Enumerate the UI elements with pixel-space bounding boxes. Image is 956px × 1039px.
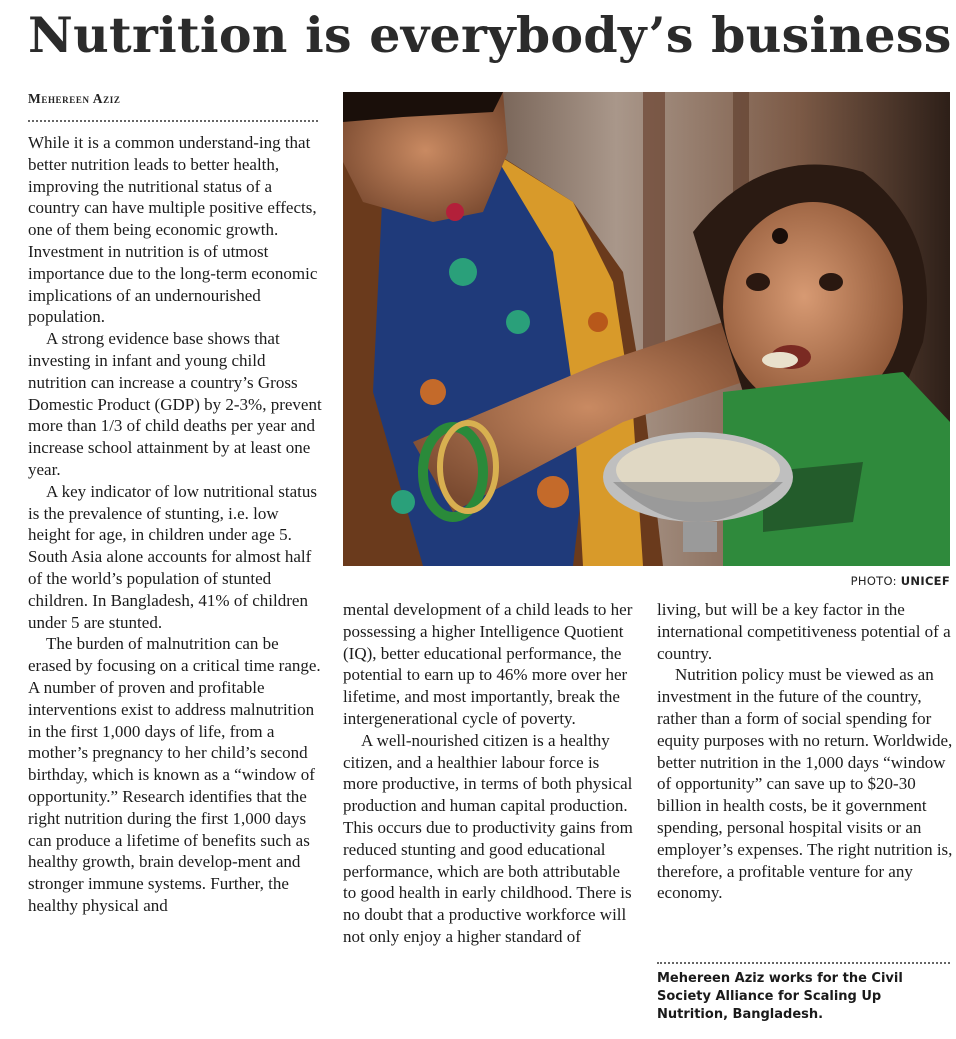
body-column-2: [343, 599, 637, 948]
article-photo: [343, 92, 950, 566]
byline-divider: [28, 120, 318, 122]
paragraph: Nutrition policy must be viewed as an investment in the future of the country, rather than a form of social spending for equity purposes with no return. Worldwide, better nutrition in the 1,000 days “window of opportunity” can save up to $20-30 billion in health costs, be it government spending, personal hospital visits or an employer’s expenses. The right nutrition is, therefore, a profitable venture for any economy.: [657, 665, 953, 903]
paragraph: A key indicator of low nutritional status is the prevalence of stunting, i.e. low height for age, in children under age 5. South Asia alone accounts for almost half of the world’s population of stunted children. In Bangladesh, 41% of children under 5 are stunted.: [28, 481, 318, 632]
paragraph: mental development of a child leads to her possessing a higher Intelligence Quotient (IQ), better educational performance, the potential to earn up to 46% more over her lifetime, and most importantly, break the intergenerational cycle of poverty.: [343, 600, 633, 728]
byline: Mehereen Aziz: [28, 91, 121, 106]
photo-credit-prefix: PHOTO:: [850, 574, 897, 588]
paragraph: A strong evidence base shows that investing in infant and young child nutrition can increase a country’s Gross Domestic Product (GDP) by 2-3%, prevent more than 1/3 of child deaths per year and increase school attainment by at least one year.: [28, 329, 322, 479]
bio-divider: [657, 962, 950, 964]
photo-credit-source: UNICEF: [900, 574, 950, 588]
paragraph: The burden of malnutrition can be erased by focusing on a critical time range. A number of proven and profitable interventions exist to address malnutrition in the first 1,000 days of life, from a mother’s pregnancy to her child’s second birthday, which is known as a “window of opportunity.” Research identifies that the right nutrition during the first 1,000 days can produce a lifetime of benefits such as healthy growth, brain develop-ment and stronger immune systems. Further, the healthy physical and: [28, 634, 321, 915]
body-column-1: [28, 132, 324, 917]
author-bio: Mehereen Aziz works for the Civil Society Alliance for Scaling Up Nutrition, Bangladesh.: [657, 971, 903, 1022]
paragraph: While it is a common understand-ing that better nutrition leads to better health, improving the nutritional status of a country can have multiple positive effects, one of them being economic growth. Investment in nutrition is of utmost importance due to the long-term economic implications of an undernourished population.: [28, 133, 318, 327]
article-headline: Nutrition is everybody’s business: [28, 6, 952, 64]
mother-feeding-child-illustration: [343, 92, 950, 566]
body-column-3: [657, 599, 953, 904]
paragraph: A well-nourished citizen is a healthy citizen, and a healthier labour force is more productive, in terms of both physical production and human capital production. This occurs due to productivity gains from reduced stunting and good educational performance, which are both attributable to good health in early childhood. There is no doubt that a productive workforce will not only enjoy a higher standard of: [343, 730, 633, 946]
photo-credit: [343, 574, 950, 588]
paragraph: living, but will be a key factor in the international competitiveness potential of a country.: [657, 600, 951, 663]
